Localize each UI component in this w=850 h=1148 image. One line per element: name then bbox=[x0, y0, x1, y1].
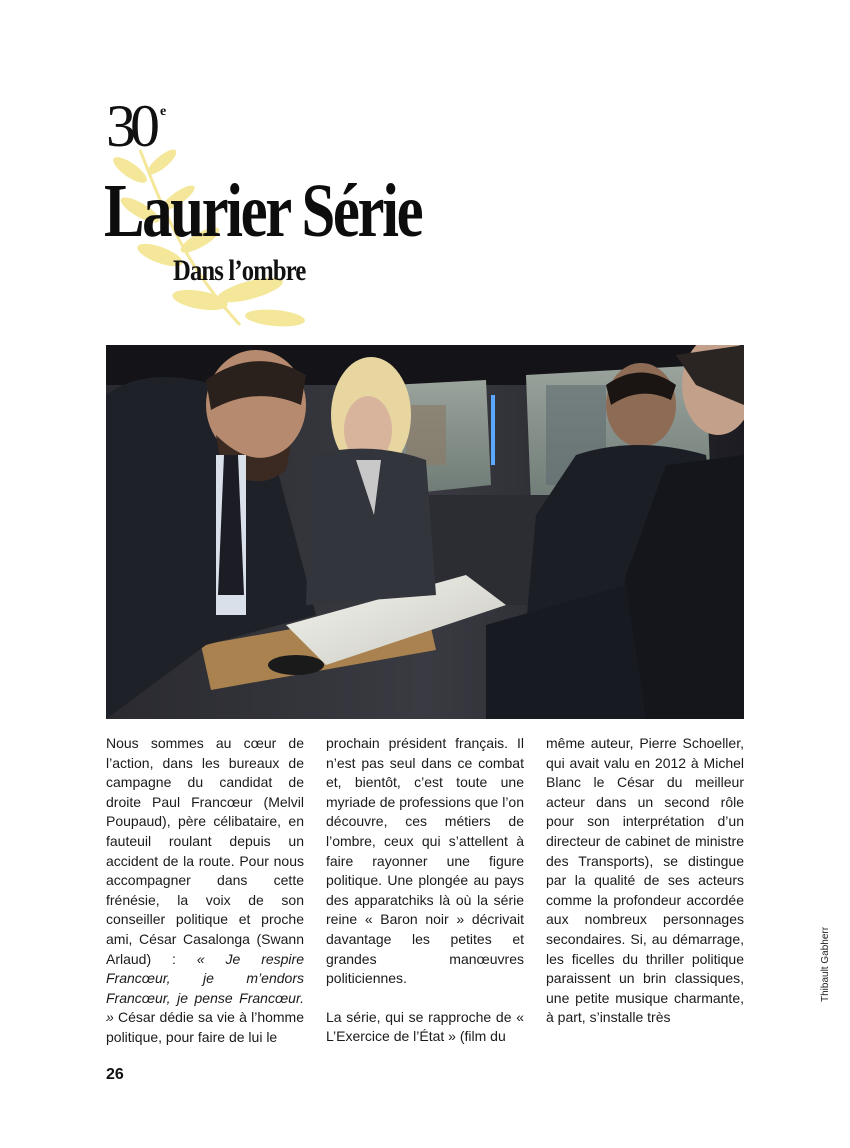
article-paragraph: La série, qui se rapproche de « L’Exercice de l’État » (film du bbox=[326, 1008, 524, 1045]
edition-number: 30 bbox=[106, 93, 154, 159]
page-number: 26 bbox=[106, 1066, 124, 1083]
article-paragraph: même auteur, Pierre Schoeller, qui avait valu en 2012 à Michel Blanc le César du meilleur acteur dans un second rôle pour son interprétation d’un directeur de cabinet de ministre des Transports), se distingue par la qualité de ses acteurs comme la profondeur accordée aux nombreux personnages secondaires. Si, au démarrage, les ficelles du thriller politique paraissent un brin classiques, une petite musique charmante, à part, s’installe très bbox=[546, 735, 744, 1026]
car-interior-photo bbox=[106, 345, 744, 719]
article-quote: « Je respire Francœur, je m’endors Francœur, je pense Francœur. » bbox=[106, 950, 304, 1026]
article-column-1 bbox=[106, 734, 304, 1048]
page-title: Laurier Série bbox=[104, 169, 422, 253]
photo-credit: Thibault Gabherr bbox=[820, 926, 831, 1002]
article-text: César dédie sa vie à l’homme politique, pour faire de lui le bbox=[106, 1009, 304, 1045]
article-text: Nous sommes au cœur de l’action, dans les bureaux de campagne du candidat de droite Paul Francœur (Melvil Poupaud), père célibataire, en fauteuil roulant depuis un accident de la route. Pour nous accompagner dans cette frénésie, la voix de son conseiller politique et proche ami, César Casalonga (Swann Arlaud) : bbox=[106, 735, 304, 967]
article-column-2 bbox=[326, 734, 524, 1047]
article-column-3 bbox=[546, 734, 744, 1028]
article-paragraph: prochain président français. Il n’est pas seul dans ce combat et, bientôt, c’est toute une myriade de professions que l’on découvre, ces métiers de l’ombre, ceux qui s’attellent à faire rayonner une figure politique. Une plongée au pays des apparatchiks là où la série reine « Baron noir » décrivait davantage les petites et grandes manœuvres politiciennes. bbox=[326, 735, 524, 987]
page-subtitle: Dans l’ombre bbox=[173, 254, 306, 287]
edition-suffix: e bbox=[160, 104, 167, 119]
